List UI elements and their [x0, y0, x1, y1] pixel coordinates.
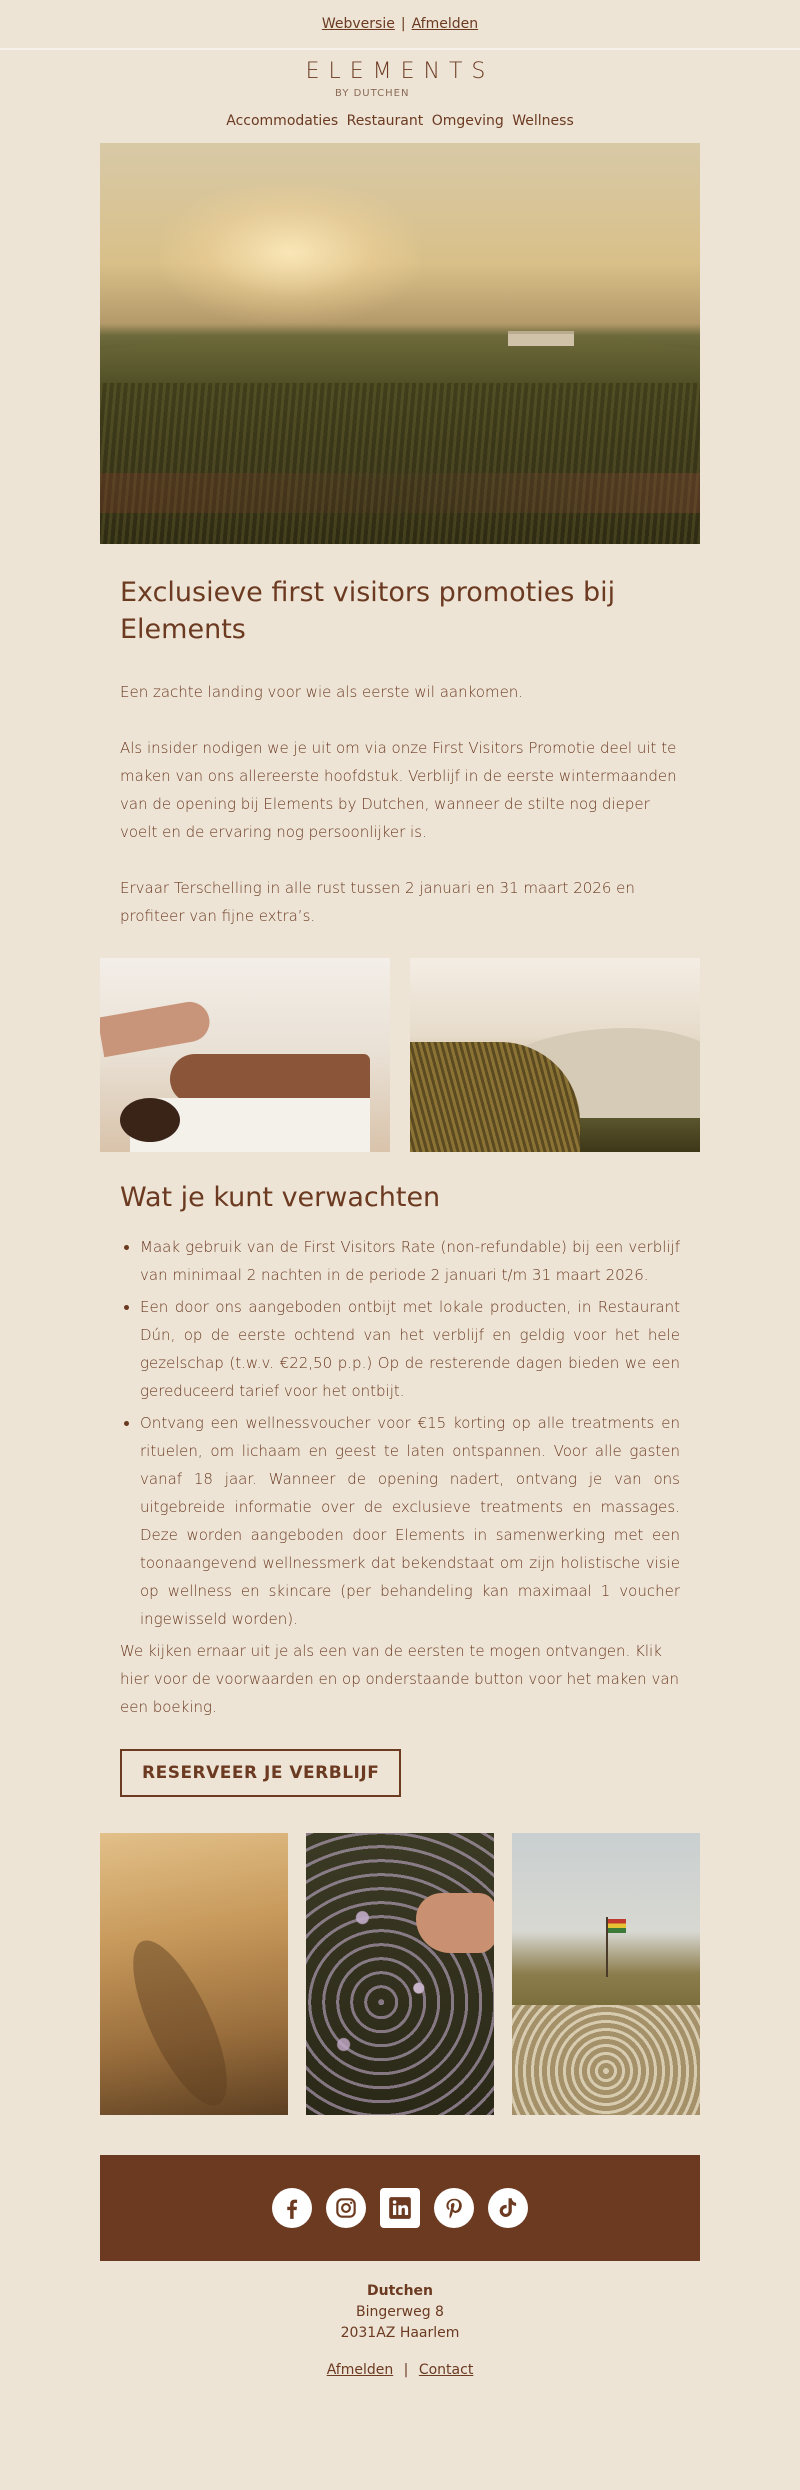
- pinterest-icon[interactable]: [434, 2188, 474, 2228]
- footer-city: 2031AZ Haarlem: [340, 2325, 460, 2341]
- top-bar: [0, 0, 800, 50]
- expect-list: [120, 1233, 680, 1633]
- massage-image[interactable]: [100, 958, 390, 1152]
- reserve-button[interactable]: RESERVEER JE VERBLIJF: [120, 1749, 401, 1797]
- tiktok-icon[interactable]: [488, 2188, 528, 2228]
- hero-image-dunes-hotel[interactable]: [100, 143, 700, 544]
- instagram-icon[interactable]: [326, 2188, 366, 2228]
- intro-paragraph-2: Als insider nodigen we je uit om via onze First Visitors Promotie deel uit te maken van ons allereerste hoofdstuk. Verblijf in de eerste wintermaanden van de opening bij Elements by Dutchen, wanneer de stilte nog dieper voelt en de ervaring nog persoonlijker is.: [120, 739, 677, 841]
- footer-contact-link[interactable]: Contact: [418, 2362, 474, 2378]
- list-item: • Een door ons aangeboden ontbijt met lokale producten, in Restaurant Dún, op de eerste ochtend van het verblijf en geldig voor het hele gezelschap (t.w.v. €22,50 p.p.) Op de resterende dagen bieden we een gereduceerd tarief voor het ontbijt.: [140, 1293, 680, 1405]
- guest-head: [120, 1098, 180, 1142]
- menu-item-wellness[interactable]: Wellness: [512, 113, 574, 129]
- logo[interactable]: [0, 58, 800, 99]
- footer: [100, 2281, 700, 2381]
- facebook-icon[interactable]: [272, 2188, 312, 2228]
- unsubscribe-link[interactable]: Afmelden: [411, 16, 479, 32]
- flowering-bush: [512, 2005, 700, 2115]
- intro-paragraph-1: Een zachte landing voor wie als eerste wil aankomen.: [120, 683, 524, 701]
- social-bar: [100, 2155, 700, 2261]
- beach-image[interactable]: [100, 1833, 288, 2115]
- flag: [608, 1919, 626, 1933]
- footer-company: Dutchen: [366, 2283, 433, 2299]
- closing-paragraph: [120, 1637, 680, 1721]
- lavender-petals: [306, 1833, 494, 2115]
- intro-section: [100, 574, 700, 930]
- menu-item-restaurant[interactable]: Restaurant: [346, 113, 424, 129]
- image-trio: [100, 1833, 700, 2115]
- hero-hotel-building: [508, 331, 574, 346]
- footer-street: Bingerweg 8: [356, 2304, 444, 2320]
- hero-grass: [100, 383, 700, 544]
- menu-item-omgeving[interactable]: Omgeving: [431, 113, 504, 129]
- logo-wordmark: ELEMENTS: [305, 59, 495, 84]
- footer-unsubscribe-link[interactable]: Afmelden: [326, 2362, 394, 2378]
- intro-paragraph-3: Ervaar Terschelling in alle rust tussen 2 januari en 31 maart 2026 en profiteer van fijne extra’s.: [120, 879, 635, 925]
- flowers-image[interactable]: [306, 1833, 494, 2115]
- linkedin-icon[interactable]: [380, 2188, 420, 2228]
- therapist-hands: [100, 999, 213, 1057]
- footer-separator: |: [403, 2362, 409, 2378]
- logo-subtitle: BY DUTCHEN: [335, 88, 410, 99]
- guest-body: [170, 1054, 370, 1104]
- hero-heather: [100, 473, 700, 513]
- footer-links: [100, 2360, 700, 2381]
- menu-item-accommodaties[interactable]: Accommodaties: [226, 113, 339, 129]
- flag-dunes-image[interactable]: [512, 1833, 700, 2115]
- webversion-link[interactable]: Webversie: [321, 16, 395, 32]
- expect-section: [100, 1182, 700, 1797]
- dunes-image[interactable]: [410, 958, 700, 1152]
- terms-link[interactable]: hier: [120, 1670, 150, 1688]
- image-pair: [100, 958, 700, 1152]
- picking-hand: [416, 1893, 494, 1953]
- closing-text-before: We kijken ernaar uit je als een van de eersten te mogen ontvangen. Klik: [120, 1642, 662, 1660]
- main-menu: [0, 113, 800, 129]
- top-separator: |: [400, 16, 406, 32]
- article-title: Exclusieve first visitors promoties bij Elements: [120, 577, 616, 645]
- list-item: • Maak gebruik van de First Visitors Rate (non-refundable) bij een verblijf van minimaal 2 nachten in de periode 2 januari t/m 31 maart 2026.: [140, 1233, 680, 1289]
- content: [100, 143, 700, 2381]
- closing-text-after: voor de voorwaarden en op onderstaande button voor het maken van een boeking.: [120, 1670, 680, 1716]
- hero-sun-glow: [160, 183, 420, 323]
- list-item: • Ontvang een wellnessvoucher voor €15 korting op alle treatments en rituelen, om lichaam en geest te laten ontspannen. Voor alle gasten vanaf 18 jaar. Wanneer de opening nadert, ontvang je van ons uitgebreide informatie over de exclusieve treatments en massages. Deze worden aangeboden door Elements in samenwerking met een toonaangevend wellnessmerk dat bekendstaat om zijn holistische visie op wellness en skincare (per behandeling kan maximaal 1 voucher ingewisseld worden).: [140, 1409, 680, 1633]
- expect-title: Wat je kunt verwachten: [120, 1182, 441, 1213]
